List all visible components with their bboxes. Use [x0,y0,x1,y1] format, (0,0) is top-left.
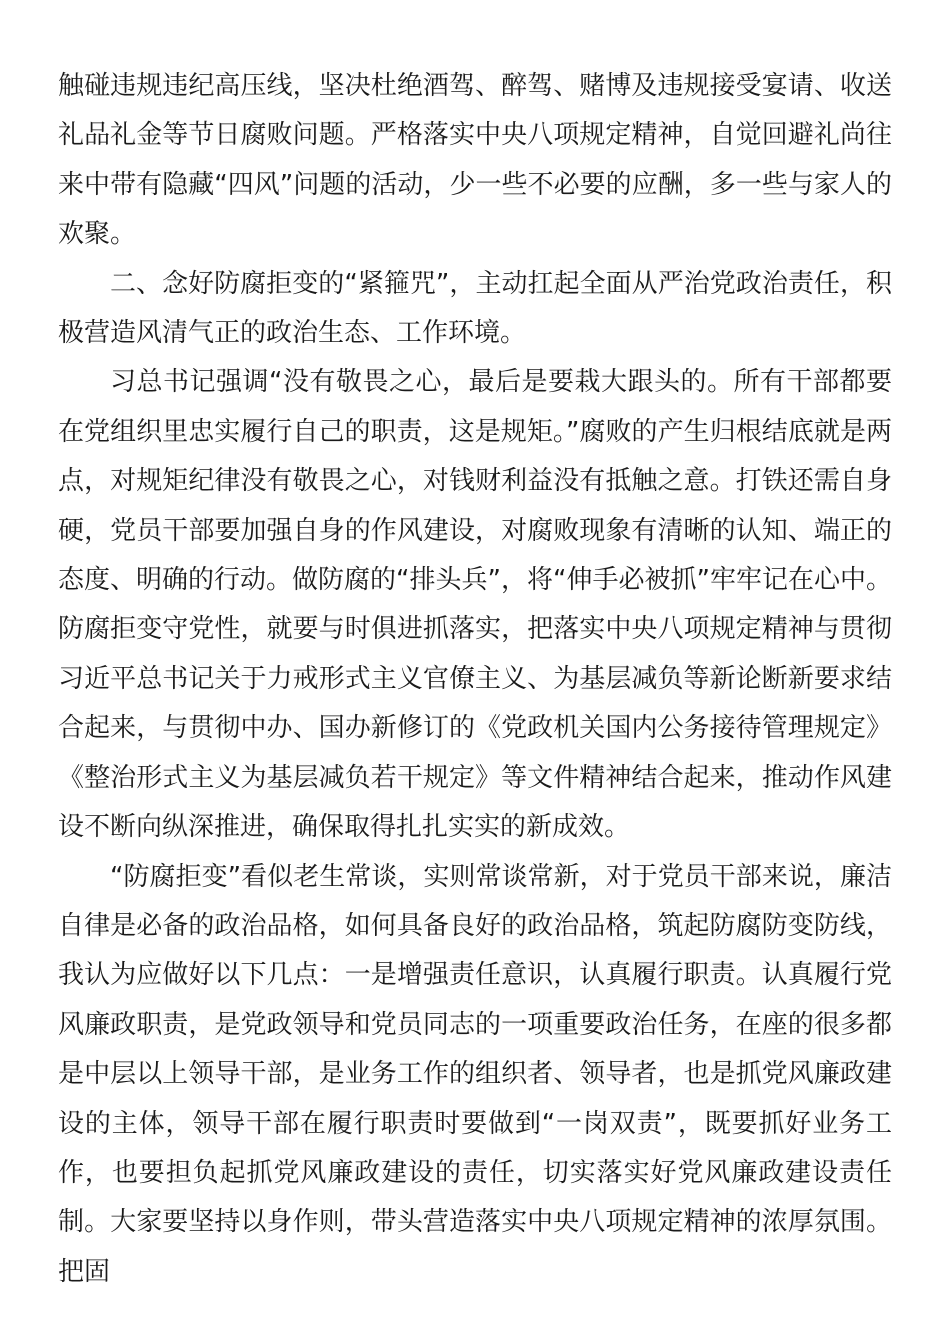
section-heading: 二、念好防腐拒变的“紧箍咒”，主动扛起全面从严治党政治责任，积极营造风清气正的政治生态、工作环境。 [58,268,892,349]
paragraph-continuation: 触碰违规违纪高压线，坚决杜绝酒驾、醉驾、赌博及违规接受宴请、收送礼品礼金等节日腐败问题。严格落实中央八项规定精神，自觉回避礼尚往来中带有隐藏“四风”问题的活动，少一些不必要的应酬，多一些与家人的欢聚。 [58,71,892,250]
paragraph: 习总书记强调“没有敬畏之心，最后是要栽大跟头的。所有干部都要在党组织里忠实履行自己的职责，这是规矩。”腐败的产生归根结底就是两点，对规矩纪律没有敬畏之心，对钱财利益没有抵触之意。打铁还需自身硬，党员干部要加强自身的作风建设，对腐败现象有清晰的认知、端正的态度、明确的行动。做防腐的“排头兵”，将“伸手必被抓”牢牢记在心中。防腐拒变守党性，就要与时俱进抓落实，把落实中央八项规定精神与贯彻习近平总书记关于力戒形式主义官僚主义、为基层减负等新论断新要求结合起来，与贯彻中办、国办新修订的《党政机关国内公务接待管理规定》《整治形式主义为基层减负若干规定》等文件精神结合起来，推动作风建设不断向纵深推进，确保取得扎扎实实的新成效。 [58,367,892,843]
paragraph: “防腐拒变”看似老生常谈，实则常谈常新，对于党员干部来说，廉洁自律是必备的政治品格，如何具备良好的政治品格，筑起防腐防变防线，我认为应做好以下几点：一是增强责任意识，认真履行职责。认真履行党风廉政职责，是党政领导和党员同志的一项重要政治任务，在座的很多都是中层以上领导干部，是业务工作的组织者、领导者，也是抓党风廉政建设的主体，领导干部在履行职责时要做到“一岗双责”，既要抓好业务工作，也要担负起抓党风廉政建设的责任，切实落实好党风廉政建设责任制。大家要坚持以身作则，带头营造落实中央八项规定精神的浓厚氛围。把固 [58,861,892,1287]
document-body [58,62,892,1297]
